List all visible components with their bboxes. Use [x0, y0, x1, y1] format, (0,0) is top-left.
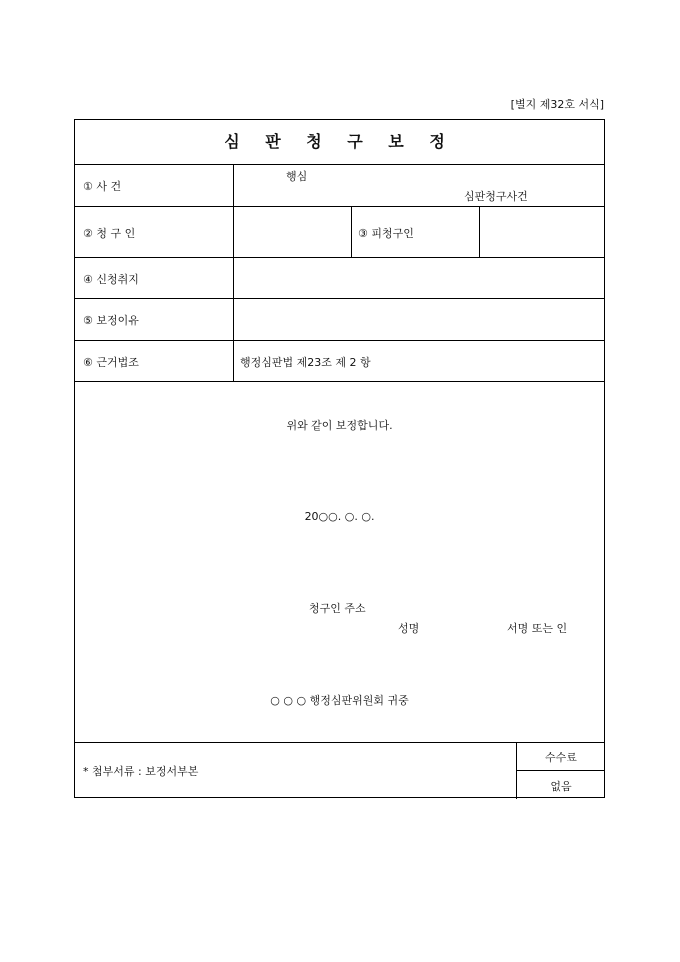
case-label: ① 사 건 [83, 180, 122, 193]
purpose-label: ④ 신청취지 [83, 273, 139, 286]
correction-form [74, 119, 605, 798]
divider [75, 340, 604, 341]
statement-text: 위와 같이 보정합니다. [286, 419, 393, 432]
reason-field[interactable] [237, 302, 601, 338]
fee-label: 수수료 [545, 751, 577, 764]
column-divider [351, 206, 352, 257]
case-prefix: 행심 [286, 170, 308, 183]
purpose-field[interactable] [237, 260, 601, 296]
respondent-field[interactable] [483, 210, 601, 254]
form-title: 심 판 청 구 보 정 [224, 132, 455, 151]
form-number: [별지 제32호 서식] [510, 98, 604, 111]
divider [75, 164, 604, 165]
basis-label: ⑥ 근거법조 [83, 356, 139, 369]
claimant-label: ② 청 구 인 [83, 227, 136, 240]
respondent-label: ③ 피청구인 [358, 227, 414, 240]
fee-value: 없음 [550, 780, 572, 793]
divider [75, 257, 604, 258]
reason-label: ⑤ 보정이유 [83, 314, 139, 327]
signature-label: 서명 또는 인 [507, 622, 568, 635]
divider [75, 742, 604, 743]
case-number-field[interactable] [305, 170, 455, 200]
case-suffix: 심판청구사건 [464, 190, 528, 203]
divider [75, 381, 604, 382]
recipient-text: ○ ○ ○ 행정심판위원회 귀중 [270, 694, 409, 707]
column-divider [233, 164, 234, 381]
date-text: 20○○. ○. ○. [304, 510, 375, 523]
divider [75, 206, 604, 207]
basis-value: 행정심판법 제23조 제 2 항 [240, 356, 371, 369]
name-label: 성명 [398, 622, 420, 635]
claimant-field[interactable] [237, 210, 347, 254]
address-label: 청구인 주소 [309, 602, 366, 615]
attachments-text: * 첨부서류 : 보정서부본 [83, 765, 199, 778]
column-divider [479, 206, 480, 257]
divider [75, 298, 604, 299]
divider [516, 770, 604, 771]
